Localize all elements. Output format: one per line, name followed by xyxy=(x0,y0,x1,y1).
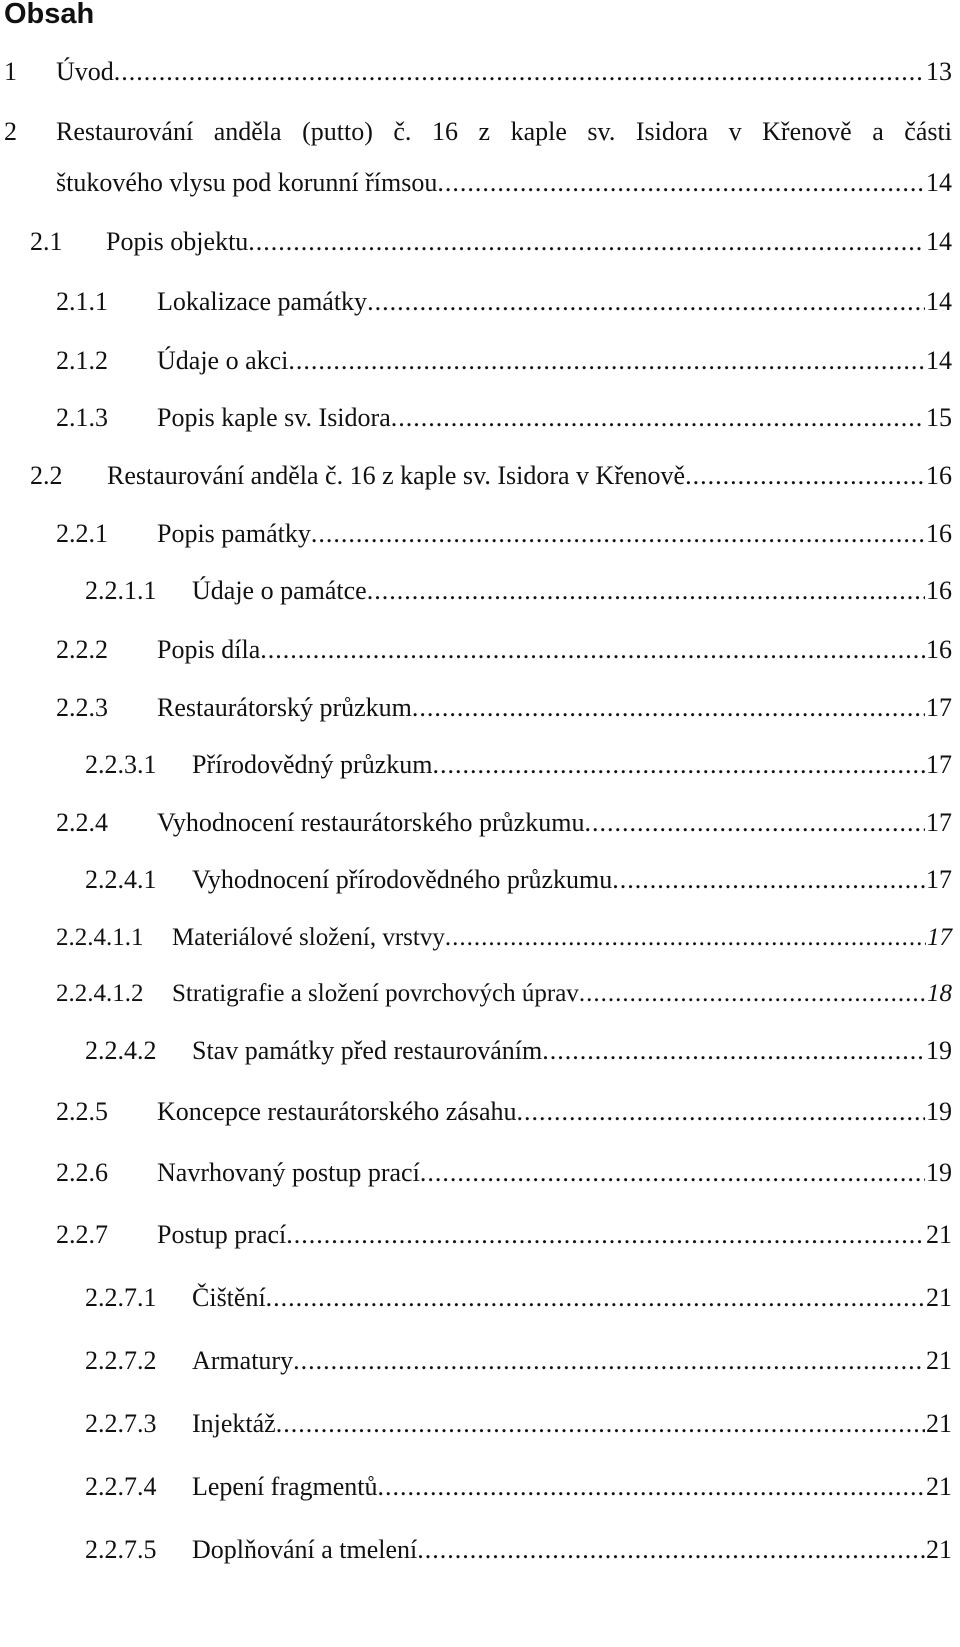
toc-title: Popis díla xyxy=(157,635,261,664)
toc-entry[interactable] xyxy=(85,571,952,611)
toc-entry[interactable] xyxy=(85,1278,952,1318)
toc-leader xyxy=(293,1341,925,1381)
toc-page-number: 21 xyxy=(926,1535,952,1564)
toc-title: Lepení fragmentů xyxy=(192,1472,378,1501)
toc-page-number: 18 xyxy=(927,980,952,1007)
toc-leader xyxy=(437,163,925,203)
toc-title: Popis objektu xyxy=(106,227,249,256)
toc-page-number: 17 xyxy=(927,924,952,951)
toc-title: Údaje o památce xyxy=(192,576,367,605)
toc-entry[interactable] xyxy=(85,1031,952,1071)
toc-number: 2.2.1 xyxy=(56,519,108,548)
toc-entry[interactable] xyxy=(56,341,952,381)
toc-leader xyxy=(432,745,925,785)
toc-leader xyxy=(288,341,925,381)
toc-leader xyxy=(420,1153,925,1193)
toc-entry-line1[interactable] xyxy=(4,112,952,152)
toc-title: Stav památky před restaurováním xyxy=(192,1036,543,1065)
toc-page-number: 21 xyxy=(926,1220,952,1249)
toc-number: 2.1.3 xyxy=(56,403,108,432)
toc-page-number: 17 xyxy=(926,693,952,722)
toc-entry[interactable] xyxy=(85,1341,952,1381)
toc-title: Popis památky xyxy=(157,519,311,548)
toc-entry[interactable] xyxy=(30,222,952,262)
toc-page-number: 16 xyxy=(926,635,952,664)
toc-title: Čištění xyxy=(192,1283,266,1312)
toc-title: Postup prací xyxy=(157,1220,287,1249)
toc-number: 2.2.2 xyxy=(56,635,108,664)
toc-number: 2.2.7.1 xyxy=(85,1283,157,1312)
toc-number: 2.2.6 xyxy=(56,1158,108,1187)
toc-page-number: 19 xyxy=(926,1158,952,1187)
toc-number: 1 xyxy=(4,57,17,86)
toc-heading: Obsah xyxy=(4,0,95,30)
toc-leader xyxy=(412,688,925,728)
toc-page-number: 17 xyxy=(926,808,952,837)
toc-page-number: 14 xyxy=(926,287,952,316)
toc-leader xyxy=(276,1404,925,1444)
toc-page-number: 21 xyxy=(926,1472,952,1501)
toc-number: 2 xyxy=(4,117,17,146)
toc-title: Stratigrafie a složení povrchových úprav xyxy=(172,980,579,1007)
toc-title: Popis kaple sv. Isidora xyxy=(157,403,391,432)
toc-entry[interactable] xyxy=(30,456,952,496)
toc-title-line1: Restaurování anděla (putto) č. 16 z kaple sv. Isidora v Křenově a části xyxy=(56,117,952,146)
toc-leader xyxy=(311,514,925,554)
toc-title: Lokalizace památky xyxy=(157,287,368,316)
toc-number: 2.2.4.1 xyxy=(85,865,157,894)
toc-title: Armatury xyxy=(192,1346,294,1375)
toc-entry[interactable] xyxy=(56,1215,952,1255)
toc-number: 2.2.1.1 xyxy=(85,576,157,605)
toc-leader xyxy=(367,282,925,322)
toc-title: štukového vlysu pod korunní římsou xyxy=(56,168,438,197)
toc-entry[interactable] xyxy=(56,398,952,438)
toc-number: 2.2.4 xyxy=(56,808,108,837)
toc-entry[interactable] xyxy=(85,745,952,785)
toc-leader xyxy=(378,1467,925,1507)
toc-number: 2.2.4.1.2 xyxy=(56,980,144,1007)
toc-entry[interactable] xyxy=(85,1467,952,1507)
toc-leader xyxy=(248,222,925,262)
toc-title: Údaje o akci xyxy=(157,346,289,375)
toc-page-number: 21 xyxy=(926,1409,952,1438)
toc-leader xyxy=(612,860,925,900)
toc-leader xyxy=(367,571,925,611)
toc-page-number: 19 xyxy=(926,1097,952,1126)
toc-page-number: 17 xyxy=(926,750,952,779)
toc-leader xyxy=(542,1031,925,1071)
toc-entry[interactable] xyxy=(56,163,952,203)
toc-number: 2.2.7.5 xyxy=(85,1535,157,1564)
toc-number: 2.1.1 xyxy=(56,287,108,316)
toc-title: Koncepce restaurátorského zásahu xyxy=(157,1097,517,1126)
toc-title: Vyhodnocení přírodovědného průzkumu xyxy=(192,865,613,894)
toc-title: Restaurování anděla č. 16 z kaple sv. Isidora v Křenově xyxy=(107,461,686,490)
toc-leader xyxy=(266,1278,925,1318)
toc-entry[interactable] xyxy=(56,918,952,958)
toc-page-number: 16 xyxy=(926,461,952,490)
toc-number: 2.2.7.2 xyxy=(85,1346,157,1375)
toc-page-number: 19 xyxy=(926,1036,952,1065)
toc-page-number: 15 xyxy=(926,403,952,432)
toc-number: 2.2.4.1.1 xyxy=(56,924,144,951)
toc-page-number: 21 xyxy=(926,1283,952,1312)
toc-page-number: 14 xyxy=(926,168,952,197)
toc-number: 2.1.2 xyxy=(56,346,108,375)
toc-entry[interactable] xyxy=(56,803,952,843)
toc-leader xyxy=(579,974,926,1014)
toc-leader xyxy=(286,1215,925,1255)
toc-leader xyxy=(584,803,925,843)
toc-page-number: 16 xyxy=(926,519,952,548)
toc-entry[interactable] xyxy=(85,1530,952,1570)
toc-leader xyxy=(517,1092,926,1132)
toc-entry[interactable] xyxy=(56,282,952,322)
toc-page-number: 14 xyxy=(926,346,952,375)
toc-entry[interactable] xyxy=(85,1404,952,1444)
toc-title: Restaurátorský průzkum xyxy=(157,693,412,722)
toc-entry[interactable] xyxy=(56,1092,952,1132)
toc-title: Injektáž xyxy=(192,1409,276,1438)
toc-number: 2.2 xyxy=(30,461,63,490)
toc-leader xyxy=(417,1530,925,1570)
toc-page-number: 14 xyxy=(926,227,952,256)
toc-number: 2.2.3 xyxy=(56,693,108,722)
toc-number: 2.2.7.4 xyxy=(85,1472,157,1501)
toc-title: Doplňování a tmelení xyxy=(192,1535,418,1564)
toc-entry[interactable] xyxy=(56,630,952,670)
toc-entry[interactable] xyxy=(56,688,952,728)
toc-title: Navrhovaný postup prací xyxy=(157,1158,420,1187)
toc-title: Úvod xyxy=(56,57,114,86)
toc-title: Přírodovědný průzkum xyxy=(192,750,433,779)
toc-number: 2.2.5 xyxy=(56,1097,108,1126)
toc-page-number: 13 xyxy=(926,57,952,86)
toc-leader xyxy=(445,918,926,958)
toc-entry[interactable] xyxy=(4,52,952,92)
toc-number: 2.2.7 xyxy=(56,1220,108,1249)
toc-title: Materiálové složení, vrstvy xyxy=(172,924,445,951)
toc-leader xyxy=(114,52,925,92)
toc-entry[interactable] xyxy=(56,1153,952,1193)
toc-entry[interactable] xyxy=(56,974,952,1014)
toc-number: 2.2.3.1 xyxy=(85,750,157,779)
toc-number: 2.2.4.2 xyxy=(85,1036,157,1065)
toc-leader xyxy=(391,398,925,438)
toc-number: 2.2.7.3 xyxy=(85,1409,157,1438)
toc-entry[interactable] xyxy=(56,514,952,554)
toc-leader xyxy=(685,456,925,496)
toc-page-number: 17 xyxy=(926,865,952,894)
toc-number: 2.1 xyxy=(30,227,63,256)
toc-entry[interactable] xyxy=(85,860,952,900)
toc-leader xyxy=(260,630,925,670)
toc-page-number: 21 xyxy=(926,1346,952,1375)
toc-page-number: 16 xyxy=(926,576,952,605)
toc-title: Vyhodnocení restaurátorského průzkumu xyxy=(157,808,585,837)
